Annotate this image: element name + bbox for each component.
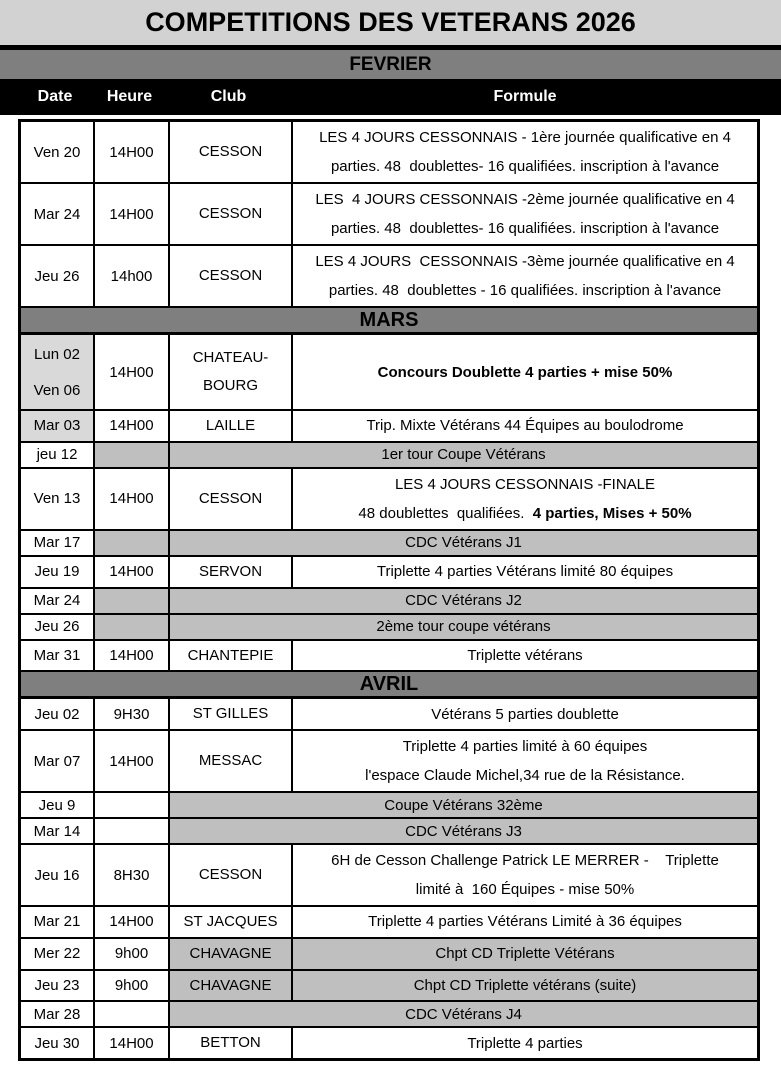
club-text: CESSON [198, 489, 263, 507]
club-cell [170, 731, 293, 791]
formule-text: CDC Vétérans J1 [405, 534, 522, 552]
formule-line [331, 852, 719, 869]
formule-text: Triplette 4 parties Vétérans limité 80 équipes [376, 563, 674, 581]
date-cell [21, 699, 95, 729]
date-text: Mar 03 [33, 417, 81, 435]
formule-line [315, 191, 734, 208]
table-row [21, 246, 757, 308]
heure-cell [95, 641, 170, 671]
date-text: Lun 02 [34, 345, 80, 363]
heure-text: 14H00 [109, 205, 154, 223]
club-text: LAILLE [205, 417, 256, 434]
heure-text: 14H00 [109, 646, 154, 664]
formule-cell [293, 557, 757, 587]
heure-cell [95, 731, 170, 791]
month-label: AVRIL [359, 672, 419, 695]
formule-text: Vétérans 5 parties doublette [431, 705, 619, 723]
club-text: BOURG [202, 377, 258, 394]
page-title-band [0, 0, 781, 45]
heure-cell [95, 1028, 170, 1058]
club-text: CHANTEPIE [187, 646, 274, 664]
formule-cell [293, 122, 757, 182]
heure-cell [95, 939, 170, 969]
date-text: jeu 12 [36, 446, 78, 464]
club-cell [170, 1028, 293, 1058]
merged-text [376, 618, 550, 635]
formule-text: 1er tour Coupe Vétérans [381, 446, 546, 464]
table-row [21, 971, 757, 1003]
heure-text: 14h00 [110, 267, 153, 285]
table-row [21, 122, 757, 184]
date-cell [21, 939, 95, 969]
heure-cell [95, 1002, 170, 1026]
formule-text: CDC Vétérans J3 [405, 822, 522, 840]
club-text: CESSON [198, 267, 263, 285]
formule-line [377, 563, 673, 580]
formule-bold-text: Concours Doublette 4 parties + mise 50% [377, 363, 673, 381]
merged-text [405, 592, 522, 609]
date-cell [21, 971, 95, 1001]
formule-line [414, 977, 637, 994]
table-row [21, 184, 757, 246]
formule-line [331, 158, 719, 175]
formule-line [319, 129, 731, 146]
formule-text: l'espace Claude Michel,34 rue de la Résistance. [365, 767, 685, 784]
formule-cell [293, 939, 757, 969]
table-row [21, 793, 757, 819]
club-text: CESSON [198, 205, 263, 223]
column-header-heure: Heure [106, 88, 153, 105]
month-band [21, 308, 757, 335]
date-cell [21, 557, 95, 587]
club-text: CHATEAU- [192, 349, 269, 367]
club-cell [170, 122, 293, 182]
date-cell [21, 819, 95, 843]
heure-text: 14H00 [109, 490, 154, 508]
table-row [21, 443, 757, 469]
club-cell [170, 335, 293, 409]
table-row [21, 1002, 757, 1028]
date-text: Ven 06 [33, 381, 81, 399]
heure-text: 14H00 [109, 1034, 154, 1052]
formule-text: CDC Vétérans J4 [405, 1005, 522, 1023]
date-text: Jeu 30 [34, 1034, 80, 1052]
formule-text: parties. 48 doublettes - 16 qualifiées. inscription à l'avance [328, 282, 722, 299]
page-title: COMPETITIONS DES VETERANS 2026 [145, 7, 636, 37]
merged-club-formule-cell [170, 819, 757, 843]
date-cell [21, 411, 95, 441]
merged-club-formule-cell [170, 531, 757, 555]
heure-cell [95, 615, 170, 639]
month-band [21, 672, 757, 699]
club-cell [170, 845, 293, 905]
club-cell [170, 699, 293, 729]
heure-cell [95, 845, 170, 905]
table-row [21, 411, 757, 443]
table-row [21, 939, 757, 971]
club-text: CHAVAGNE [189, 944, 272, 962]
formule-cell [293, 411, 757, 441]
formule-line [395, 476, 655, 493]
club-text: MESSAC [198, 752, 263, 770]
date-cell [21, 122, 95, 182]
heure-text: 9H30 [113, 705, 150, 723]
date-cell [21, 589, 95, 613]
formule-line [431, 706, 619, 723]
formule-text: Triplette 4 parties limité à 60 équipes [402, 738, 648, 755]
heure-cell [95, 699, 170, 729]
date-cell [21, 1028, 95, 1058]
formule-line [365, 767, 685, 784]
formule-line [315, 253, 734, 270]
date-text: Ven 13 [33, 490, 81, 508]
formule-cell [293, 641, 757, 671]
formule-text: Chpt CD Triplette Vétérans [435, 945, 615, 963]
formule-line [416, 881, 634, 898]
heure-cell [95, 335, 170, 409]
date-cell [21, 335, 95, 409]
formule-text: Triplette vétérans [467, 646, 583, 664]
formule-line [329, 282, 721, 299]
formule-text: parties. 48 doublettes- 16 qualifiées. inscription à l'avance [330, 220, 720, 237]
club-cell [170, 557, 293, 587]
merged-club-formule-cell [170, 793, 757, 817]
formule-line [403, 738, 648, 755]
formule-text: 48 doublettes qualifiées. [358, 504, 533, 522]
date-text: Mar 14 [33, 822, 81, 840]
formule-text: 2ème tour coupe vétérans [376, 618, 551, 635]
heure-cell [95, 411, 170, 441]
date-text: Mer 22 [33, 945, 81, 963]
date-cell [21, 731, 95, 791]
club-text: CHAVAGNE [189, 976, 272, 994]
date-text: Mar 28 [33, 1005, 81, 1023]
heure-cell [95, 589, 170, 613]
formule-text: CDC Vétérans J2 [405, 592, 522, 609]
heure-cell [95, 184, 170, 244]
date-cell [21, 615, 95, 639]
date-text: Jeu 19 [34, 563, 80, 581]
formule-text: Triplette 4 parties [467, 1034, 583, 1052]
club-text: SERVON [198, 562, 263, 580]
club-cell [170, 469, 293, 529]
heure-cell [95, 907, 170, 937]
schedule-table [18, 119, 760, 1061]
club-cell [170, 246, 293, 306]
formule-line [467, 1035, 582, 1052]
date-cell [21, 907, 95, 937]
date-cell [21, 246, 95, 306]
merged-text [405, 1006, 522, 1023]
club-cell [170, 971, 293, 1001]
heure-text: 14H00 [109, 913, 154, 931]
formule-text: Coupe Vétérans 32ème [384, 796, 543, 814]
formule-text: 6H de Cesson Challenge Patrick LE MERRER - Triplette [331, 852, 719, 869]
heure-cell [95, 122, 170, 182]
table-row [21, 641, 757, 673]
club-text: ST JACQUES [183, 913, 278, 930]
heure-cell [95, 971, 170, 1001]
date-text: Jeu 26 [34, 267, 80, 285]
table-row [21, 557, 757, 589]
club-cell [170, 907, 293, 937]
heure-text: 14H00 [109, 417, 154, 435]
club-cell [170, 939, 293, 969]
formule-line [435, 945, 614, 962]
date-text: Jeu 16 [34, 866, 80, 884]
formule-line [368, 913, 682, 930]
club-text: CESSON [198, 866, 263, 884]
month-label: FEVRIER [349, 53, 432, 75]
formule-cell [293, 335, 757, 409]
heure-cell [95, 531, 170, 555]
date-text: Jeu 23 [34, 976, 80, 994]
formule-cell [293, 971, 757, 1001]
date-text: Mar 21 [33, 913, 81, 931]
formule-cell [293, 246, 757, 306]
formule-line [378, 364, 673, 381]
date-cell [21, 641, 95, 671]
formule-cell [293, 699, 757, 729]
date-cell [21, 184, 95, 244]
formule-cell [293, 731, 757, 791]
table-row [21, 469, 757, 531]
table-row [21, 589, 757, 615]
formule-text: LES 4 JOURS CESSONNAIS -FINALE [394, 475, 656, 493]
heure-cell [95, 793, 170, 817]
formule-text: LES 4 JOURS CESSONNAIS -2ème journée qualificative en 4 [315, 191, 735, 208]
formule-cell [293, 845, 757, 905]
merged-text [405, 823, 522, 840]
date-text: Mar 07 [33, 752, 81, 770]
heure-text: 14H00 [109, 563, 154, 581]
formule-bold-text: 4 parties, Mises + 50% [532, 504, 692, 522]
formule-text: Chpt CD Triplette vétérans (suite) [413, 976, 637, 994]
date-cell [21, 469, 95, 529]
month-label: MARS [359, 308, 419, 331]
table-row [21, 531, 757, 557]
table-row [21, 819, 757, 845]
heure-text: 9h00 [114, 945, 149, 963]
heure-text: 14H00 [109, 752, 154, 770]
date-cell [21, 1002, 95, 1026]
formule-line [467, 647, 582, 664]
table-row [21, 335, 757, 411]
column-header-date: Date [37, 88, 73, 105]
club-cell [170, 641, 293, 671]
table-row [21, 845, 757, 907]
formule-cell [293, 184, 757, 244]
formule-line [366, 417, 683, 434]
club-cell [170, 411, 293, 441]
date-text: Mar 24 [33, 205, 81, 223]
date-text: Mar 31 [33, 646, 81, 664]
column-header-formule: Formule [493, 88, 557, 105]
month-band-fevrier [0, 50, 781, 79]
date-text: Jeu 26 [34, 618, 80, 635]
merged-club-formule-cell [170, 589, 757, 613]
date-text: Ven 20 [33, 143, 81, 161]
heure-text: 9h00 [114, 976, 149, 994]
club-cell [170, 184, 293, 244]
heure-text: 14H00 [109, 143, 154, 161]
club-text: CESSON [198, 143, 263, 161]
date-cell [21, 531, 95, 555]
date-text: Mar 17 [33, 534, 81, 552]
heure-cell [95, 557, 170, 587]
club-text: BETTON [200, 1034, 261, 1052]
heure-cell [95, 819, 170, 843]
formule-text: limité à 160 Équipes - mise 50% [415, 881, 635, 898]
formule-line [331, 220, 719, 237]
heure-cell [95, 443, 170, 467]
merged-club-formule-cell [170, 443, 757, 467]
date-cell [21, 443, 95, 467]
merged-text [381, 446, 545, 463]
heure-text: 8H30 [113, 866, 150, 884]
merged-text [405, 534, 522, 551]
merged-club-formule-cell [170, 1002, 757, 1026]
formule-text: LES 4 JOURS CESSONNAIS -3ème journée qualificative en 4 [315, 253, 735, 270]
formule-cell [293, 469, 757, 529]
merged-club-formule-cell [170, 615, 757, 639]
merged-text [384, 797, 542, 814]
formule-cell [293, 1028, 757, 1058]
table-row [21, 699, 757, 731]
date-text: Jeu 02 [34, 705, 80, 723]
date-cell [21, 845, 95, 905]
heure-cell [95, 469, 170, 529]
heure-text: 14H00 [109, 363, 154, 381]
column-header-club: Club [210, 88, 247, 105]
table-row [21, 907, 757, 939]
formule-cell [293, 907, 757, 937]
formule-text: parties. 48 doublettes- 16 qualifiées. inscription à l'avance [330, 158, 720, 175]
table-row [21, 1028, 757, 1058]
date-text: Mar 24 [33, 592, 81, 609]
formule-line [358, 505, 691, 522]
formule-text: LES 4 JOURS CESSONNAIS - 1ère journée qualificative en 4 [319, 129, 731, 146]
column-header-row [0, 79, 781, 115]
heure-cell [95, 246, 170, 306]
formule-text: Trip. Mixte Vétérans 44 Équipes au boulodrome [366, 417, 684, 435]
date-cell [21, 793, 95, 817]
table-row [21, 731, 757, 793]
formule-text: Triplette 4 parties Vétérans Limité à 36 équipes [368, 913, 682, 931]
date-text: Jeu 9 [38, 796, 76, 814]
table-row [21, 615, 757, 641]
club-text: ST GILLES [192, 705, 269, 723]
